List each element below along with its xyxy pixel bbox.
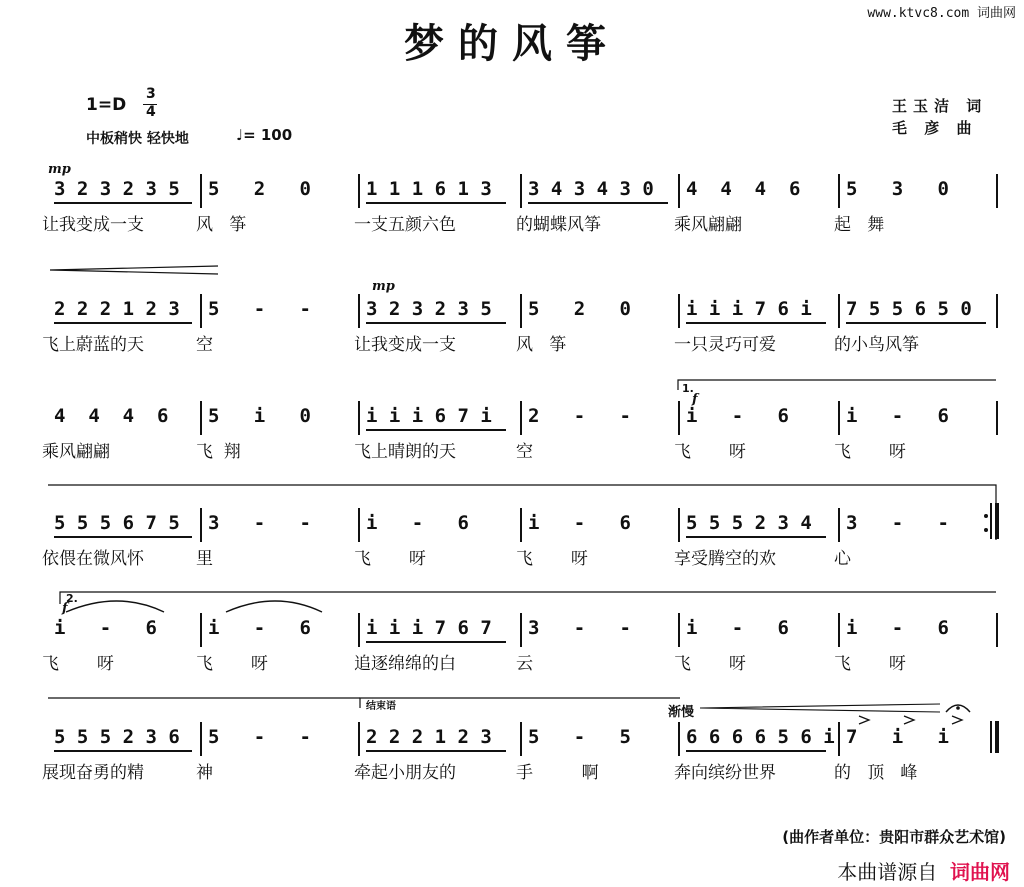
measure-lyrics: 乘风翩翩 [674, 215, 742, 235]
measure-lyrics: 飞 呀 [354, 549, 426, 569]
measure-notes: 5 - - [208, 298, 311, 320]
measure-notes: 4 4 4 6 [686, 178, 801, 200]
measure-notes: 5 5 5 6 7 5 [54, 512, 180, 534]
measure-lyrics: 展现奋勇的精 [42, 763, 144, 783]
measure-notes: 5 - 5 [528, 726, 631, 748]
measure-lyrics: 空 [516, 442, 533, 462]
measure-lyrics: 飞 呀 [42, 654, 114, 674]
measure-lyrics: 空 [196, 335, 213, 355]
measure-notes: i - 6 [528, 512, 631, 534]
measure-notes: 7 5 5 6 5 0 [846, 298, 972, 320]
measure-notes: 3 - - [528, 617, 631, 639]
measure-notes: i - 6 [846, 405, 949, 427]
volta-1-label: 1. [682, 382, 694, 395]
measure-lyrics: 的蝴蝶风筝 [516, 215, 601, 235]
key-signature: 1=D [86, 95, 127, 115]
footer-source-text: 本曲谱源自 [837, 860, 938, 884]
measure-lyrics: 让我变成一支 [354, 335, 456, 355]
measure-lyrics: 让我变成一支 [42, 215, 144, 235]
measure-notes: 7 i i [846, 726, 949, 748]
measure-lyrics: 追逐绵绵的白 [354, 654, 456, 674]
page-title: 梦的风筝 [404, 20, 620, 67]
measure-notes: 6 6 6 6 5 6 i [686, 726, 835, 748]
measure-lyrics: 飞上蔚蓝的天 [42, 335, 144, 355]
coda-label: 结束语 [366, 701, 396, 712]
measure-notes: i - 6 [366, 512, 469, 534]
measure-lyrics: 飞 呀 [834, 654, 906, 674]
time-sig-bottom: 4 [146, 104, 156, 120]
site-url: www.ktvc8.com 词曲网 [867, 6, 1016, 21]
measure-notes: 5 i 0 [208, 405, 311, 427]
measure-notes: i i i 7 6 7 [366, 617, 492, 639]
volta-2-label: 2. [66, 592, 78, 605]
measure-lyrics: 里 [196, 549, 213, 569]
measure-notes: 5 2 0 [528, 298, 631, 320]
measure-notes: i - 6 [846, 617, 949, 639]
measure-notes: 5 3 0 [846, 178, 949, 200]
tempo-value: ♩= 100 [236, 126, 293, 144]
measure-notes: i - 6 [54, 617, 157, 639]
measure-lyrics: 一只灵巧可爱 [674, 335, 776, 355]
measure-notes: 3 4 3 4 3 0 [528, 178, 654, 200]
measure-lyrics: 奔向缤纷世界 [674, 763, 776, 783]
measure-lyrics: 神 [196, 763, 213, 783]
measure-lyrics: 风 筝 [196, 215, 247, 235]
measure-notes: 5 5 5 2 3 6 [54, 726, 180, 748]
measure-notes: 3 - - [846, 512, 949, 534]
measure-notes: 5 - - [208, 726, 311, 748]
measure-lyrics: 飞 呀 [674, 442, 746, 462]
measure-lyrics: 飞 呀 [834, 442, 906, 462]
measure-lyrics: 起 舞 [834, 215, 885, 235]
measure-notes: 5 2 0 [208, 178, 311, 200]
tempo-text: 中板稍快 轻快地 [86, 131, 189, 147]
footer-source-site: 词曲网 [950, 860, 1010, 884]
measure-lyrics: 的 顶 峰 [834, 763, 918, 783]
measure-lyrics: 飞 呀 [516, 549, 588, 569]
measure-notes: i - 6 [686, 617, 789, 639]
measure-notes: 2 2 2 1 2 3 [366, 726, 492, 748]
measure-notes: 5 5 5 2 3 4 [686, 512, 812, 534]
measure-lyrics: 享受腾空的欢 [674, 549, 776, 569]
measure-lyrics: 云 [516, 654, 533, 674]
measure-notes: i - 6 [208, 617, 311, 639]
measure-lyrics: 飞 呀 [674, 654, 746, 674]
measure-lyrics: 飞上晴朗的天 [354, 442, 456, 462]
measure-notes: 4 4 4 6 [54, 405, 169, 427]
measure-notes: 2 - - [528, 405, 631, 427]
measure-notes: 2 2 2 1 2 3 [54, 298, 180, 320]
dynamic-mp-1: mp [48, 162, 71, 177]
measure-lyrics: 的小鸟风筝 [834, 335, 919, 355]
measure-notes: i - 6 [686, 405, 789, 427]
measure-notes: 1 1 1 6 1 3 [366, 178, 492, 200]
dynamic-f-1: f [692, 392, 698, 407]
measure-lyrics: 手 啊 [516, 763, 599, 783]
rit-label: 渐慢 [668, 705, 695, 720]
dynamic-mp-2: mp [372, 279, 395, 294]
lyricist: 王玉洁 词 [892, 97, 988, 115]
measure-lyrics: 风 筝 [516, 335, 567, 355]
measure-lyrics: 乘风翩翩 [42, 442, 110, 462]
measure-notes: 3 2 3 2 3 5 [54, 178, 180, 200]
measure-lyrics: 一支五颜六色 [354, 215, 456, 235]
measure-lyrics: 心 [834, 549, 851, 569]
measure-notes: 3 - - [208, 512, 311, 534]
measure-lyrics: 飞 翔 [196, 442, 241, 462]
measure-lyrics: 依偎在微风怀 [42, 549, 144, 569]
measure-lyrics: 飞 呀 [196, 654, 268, 674]
footer-note: (曲作者单位：贵阳市群众艺术馆) [782, 828, 1006, 846]
time-sig-top: 3 [146, 86, 156, 102]
dynamic-f-2: f [62, 601, 68, 616]
measure-lyrics: 牵起小朋友的 [354, 763, 456, 783]
measure-notes: i i i 6 7 i [366, 405, 492, 427]
measure-notes: i i i 7 6 i [686, 298, 812, 320]
measure-notes: 3 2 3 2 3 5 [366, 298, 492, 320]
composer: 毛 彦 曲 [892, 119, 978, 137]
